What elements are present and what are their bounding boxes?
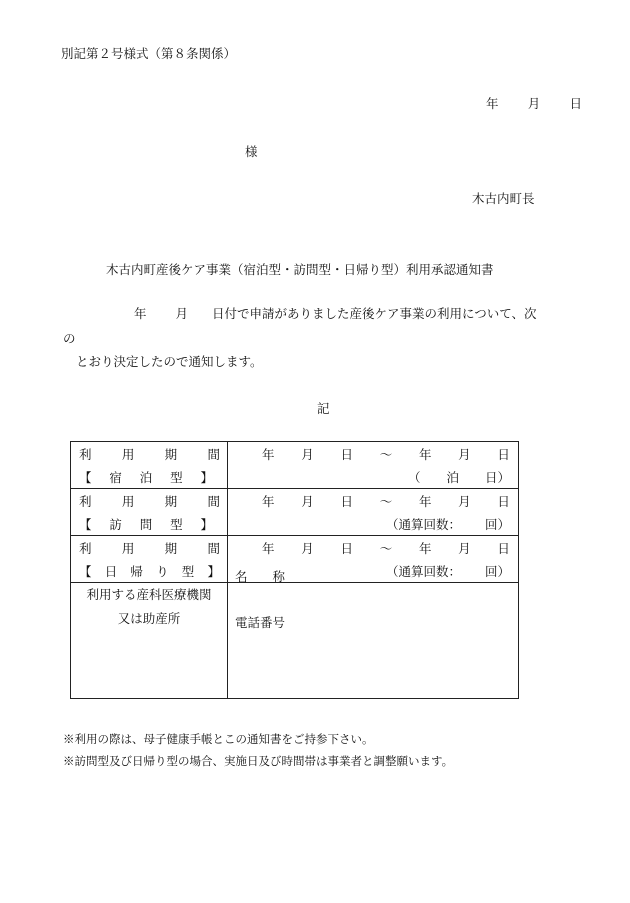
visit-count: （通算回数： 回） <box>385 516 510 532</box>
period-label-cell <box>71 489 228 536</box>
body-year: 年 <box>134 306 147 321</box>
ki-heading: 記 <box>317 401 330 416</box>
table-row <box>71 442 519 489</box>
date-year: 年 <box>486 96 499 111</box>
period-value: 年 月 日 ～ 年 月 日 <box>262 540 510 556</box>
table-row <box>71 489 519 536</box>
period-label-cell <box>71 536 228 583</box>
form-number: 別記第２号様式（第８条関係） <box>61 46 237 61</box>
visit-count: （通算回数： 回） <box>385 563 510 579</box>
date-line <box>486 98 582 111</box>
body-month: 月 <box>175 306 189 321</box>
org-label: 利用する産科医療機関 又は助産所 <box>86 587 212 626</box>
period-label-cell <box>71 442 228 489</box>
period-value-cell <box>228 442 519 489</box>
period-value-cell <box>228 489 519 536</box>
note-2: ※訪問型及び日帰り型の場合、実施日及び時間帯は事業者と調整願います。 <box>63 754 454 768</box>
period-label: 利 用 期 間 <box>79 540 220 556</box>
body-rest: 日付で申請がありました産後ケア事業の利用について、次 <box>212 306 537 321</box>
note-1: ※利用の際は、母子健康手帳とこの通知書をご持参下さい。 <box>63 732 374 746</box>
org-name-label: 名 称 <box>235 569 286 584</box>
period-value: 年 月 日 ～ 年 月 日 <box>262 446 510 462</box>
type-label-shukuhaku: 【 宿 泊 型 】 <box>79 469 213 485</box>
type-label-houmon: 【 訪 問 型 】 <box>79 516 213 532</box>
usage-table <box>70 441 519 699</box>
period-label: 利 用 期 間 <box>79 446 220 462</box>
period-label: 利 用 期 間 <box>79 493 220 509</box>
date-month: 月 <box>527 96 541 111</box>
table-row <box>71 583 519 699</box>
org-phone-label: 電話番号 <box>235 614 286 630</box>
addressee-suffix: 様 <box>245 144 258 159</box>
period-value: 年 月 日 ～ 年 月 日 <box>262 493 510 509</box>
type-label-higaeri: 【 日 帰 り 型 】 <box>79 563 220 579</box>
date-day: 日 <box>569 96 582 111</box>
org-label-cell <box>71 583 228 699</box>
body-line-2: の <box>63 331 76 346</box>
body-line-1 <box>134 308 537 321</box>
issuer: 木古内町長 <box>472 191 535 206</box>
nights-count: （ 泊 日） <box>407 469 510 485</box>
org-fields <box>228 571 518 629</box>
document-title: 木古内町産後ケア事業（宿泊型・訪問型・日帰り型）利用承認通知書 <box>106 262 494 277</box>
body-line-3: とおり決定したので通知します。 <box>76 354 263 369</box>
